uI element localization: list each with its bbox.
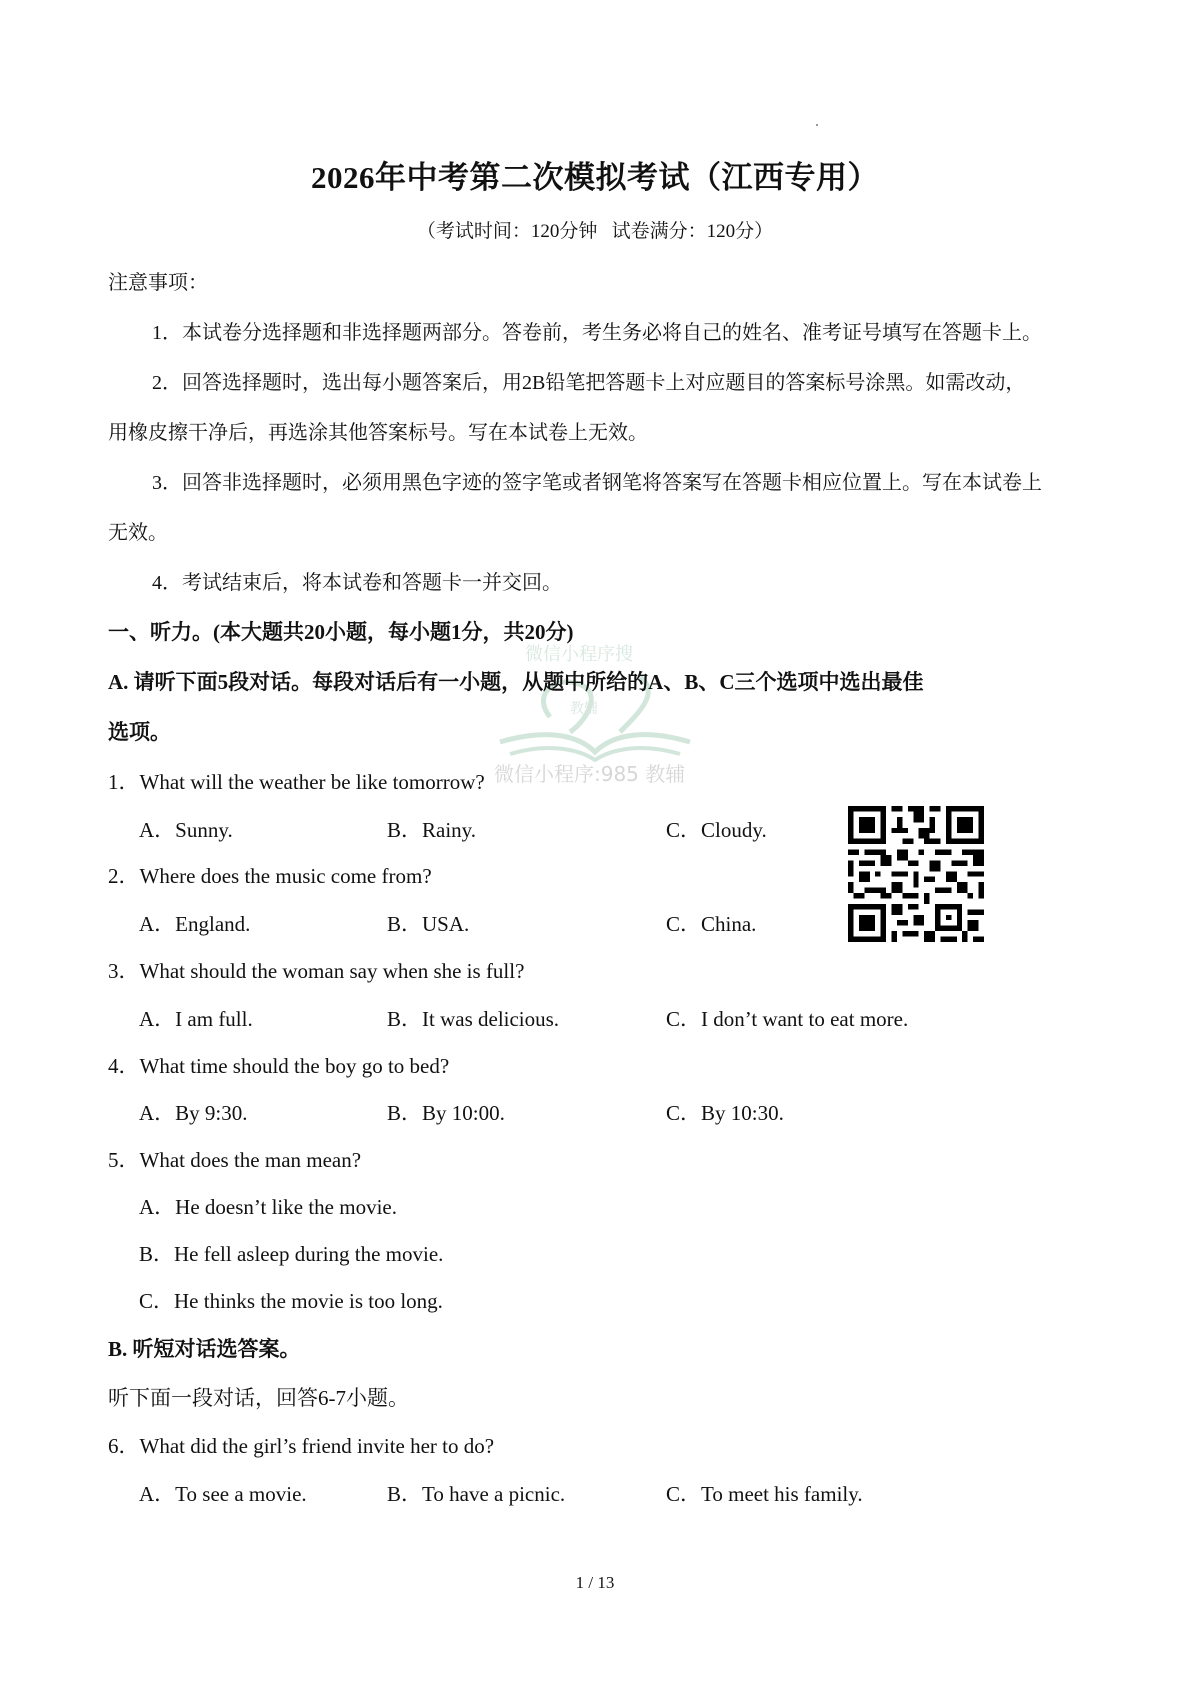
notice-2: 2．回答选择题时，选出每小题答案后，用2B铅笔把答题卡上对应题目的答案标号涂黑。如需改动，: [152, 372, 1026, 394]
part-a-instruction: A. 请听下面5段对话。每段对话后有一小题，从题中所给的A、B、C三个选项中选出最佳: [108, 670, 924, 694]
q5-option-c: C．He thinks the movie is too long.: [139, 1289, 443, 1313]
q3-option-a: A．I am full.: [139, 1007, 253, 1031]
watermark-line2: 教辅: [570, 701, 598, 717]
notice-3-cont: 无效。: [108, 522, 168, 544]
question-text: What should the woman say when she is full?: [139, 959, 525, 983]
watermark: [480, 640, 710, 790]
question-number: 3．: [108, 959, 140, 983]
part-b-instruction: 听下面一段对话，回答6-7小题。: [108, 1386, 409, 1410]
q5-option-b: B．He fell asleep during the movie.: [139, 1242, 444, 1266]
q2-option-b: B．USA.: [387, 912, 470, 936]
stray-mark: [816, 124, 818, 126]
notice-heading: 注意事项：: [108, 272, 208, 294]
part-a-instruction-cont: 选项。: [108, 720, 171, 744]
part-b-heading: B. 听短对话选答案。: [108, 1337, 301, 1361]
section-heading: 一、听力。(本大题共20小题，每小题1分，共20分): [108, 620, 574, 644]
q1-option-a: A．Sunny.: [139, 818, 233, 842]
question-text: What will the weather be like tomorrow?: [139, 770, 485, 794]
question-5: [108, 1144, 361, 1174]
q5-option-a: A．He doesn’t like the movie.: [139, 1195, 397, 1219]
question-6: [108, 1430, 494, 1460]
q2-option-c: C．China.: [666, 912, 757, 936]
notice-1: 1．本试卷分选择题和非选择题两部分。答卷前，考生务必将自己的姓名、准考证号填写在答题卡上。: [152, 322, 1042, 344]
q6-option-c: C．To meet his family.: [666, 1482, 863, 1506]
question-number: 2．: [108, 864, 140, 888]
exam-subtitle: （考试时间：120分钟 试卷满分：120分）: [416, 221, 774, 242]
question-1: [108, 766, 485, 796]
notice-4: 4．考试结束后，将本试卷和答题卡一并交回。: [152, 572, 562, 594]
q2-option-a: A．England.: [139, 912, 251, 936]
q3-option-b: B．It was delicious.: [387, 1007, 560, 1031]
question-text: What did the girl’s friend invite her to do?: [139, 1434, 495, 1458]
question-number: 5．: [108, 1148, 140, 1172]
watermark-line1: 微信小程序搜: [525, 644, 633, 665]
q6-option-a: A．To see a movie.: [139, 1482, 307, 1506]
question-number: 1．: [108, 770, 140, 794]
page-number: 1 / 13: [575, 1573, 615, 1592]
notice-3: 3．回答非选择题时，必须用黑色字迹的签字笔或者钢笔将答案写在答题卡相应位置上。写在本试卷上: [152, 472, 1042, 494]
question-3: [108, 955, 524, 985]
question-2: [108, 860, 432, 890]
question-4: [108, 1050, 449, 1080]
q3-option-c: C．I don’t want to eat more.: [666, 1007, 909, 1031]
question-text: What time should the boy go to bed?: [139, 1054, 450, 1078]
question-text: What does the man mean?: [139, 1148, 362, 1172]
q1-option-c: C．Cloudy.: [666, 818, 767, 842]
exam-title: 2026年中考第二次模拟考试（江西专用）: [311, 160, 879, 195]
q4-option-b: B．By 10:00.: [387, 1101, 505, 1125]
qr-code-icon: [848, 806, 984, 942]
question-number: 6．: [108, 1434, 140, 1458]
question-number: 4．: [108, 1054, 140, 1078]
q4-option-c: C．By 10:30.: [666, 1101, 784, 1125]
notice-2-cont: 用橡皮擦干净后，再选涂其他答案标号。写在本试卷上无效。: [108, 422, 648, 444]
q6-option-b: B．To have a picnic.: [387, 1482, 566, 1506]
q1-option-b: B．Rainy.: [387, 818, 477, 842]
watermark-line3: 微信小程序:985 教辅: [494, 762, 686, 786]
q4-option-a: A．By 9:30.: [139, 1101, 248, 1125]
question-text: Where does the music come from?: [139, 864, 432, 888]
